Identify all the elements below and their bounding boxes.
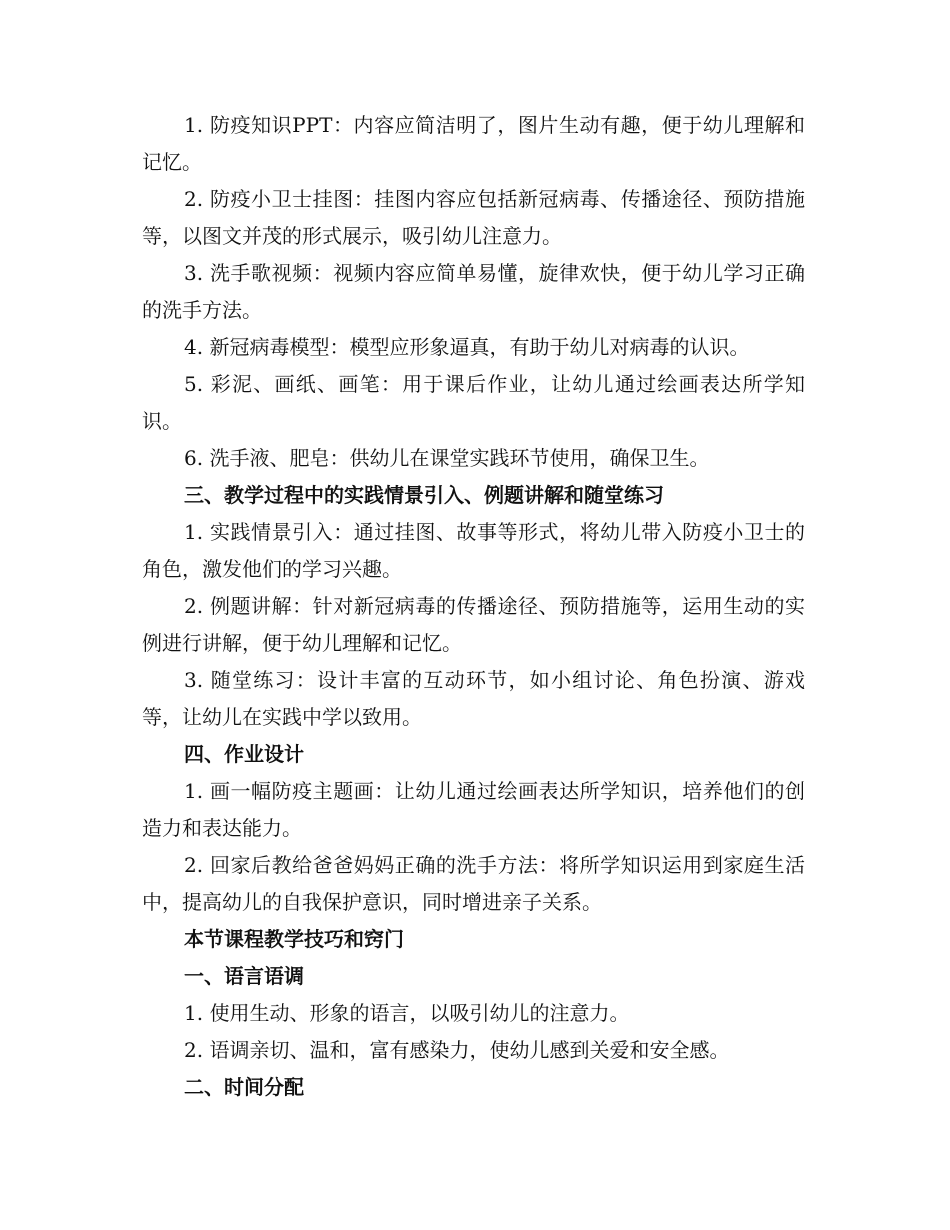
- paragraph-10: 1. 画一幅防疫主题画：让幼儿通过绘画表达所学知识，培养他们的创造力和表达能力。: [142, 779, 805, 840]
- paragraph-8: 2. 例题讲解：针对新冠病毒的传播途径、预防措施等，运用生动的实例进行讲解，便于幼儿理解和记忆。: [142, 594, 805, 655]
- section-heading-language: 一、语言语调: [184, 964, 304, 988]
- paragraph-4: 4. 新冠病毒模型：模型应形象逼真，有助于幼儿对病毒的认识。: [184, 335, 750, 359]
- paragraph-7: 1. 实践情景引入：通过挂图、故事等形式，将幼儿带入防疫小卫士的角色，激发他们的学习兴趣。: [142, 520, 805, 581]
- paragraph-1: 1. 防疫知识PPT：内容应简洁明了，图片生动有趣，便于幼儿理解和记忆。: [142, 113, 805, 174]
- paragraph-11: 2. 回家后教给爸爸妈妈正确的洗手方法：将所学知识运用到家庭生活中，提高幼儿的自我保护意识，同时增进亲子关系。: [142, 853, 805, 914]
- paragraph-13: 2. 语调亲切、温和，富有感染力，使幼儿感到关爱和安全感。: [184, 1038, 730, 1062]
- section-heading-3: 三、教学过程中的实践情景引入、例题讲解和随堂练习: [184, 483, 664, 507]
- paragraph-9: 3. 随堂练习：设计丰富的互动环节，如小组讨论、角色扮演、游戏等，让幼儿在实践中学以致用。: [142, 668, 805, 729]
- section-heading-4: 四、作业设计: [184, 742, 304, 766]
- paragraph-12: 1. 使用生动、形象的语言，以吸引幼儿的注意力。: [184, 1001, 630, 1025]
- section-heading-time: 二、时间分配: [184, 1075, 304, 1099]
- paragraph-5: 5. 彩泥、画纸、画笔：用于课后作业，让幼儿通过绘画表达所学知识。: [142, 372, 805, 433]
- paragraph-3: 3. 洗手歌视频：视频内容应简单易懂，旋律欢快，便于幼儿学习正确的洗手方法。: [142, 261, 805, 322]
- paragraph-6: 6. 洗手液、肥皂：供幼儿在课堂实践环节使用，确保卫生。: [184, 446, 710, 470]
- section-heading-tips: 本节课程教学技巧和窍门: [184, 927, 404, 951]
- paragraph-2: 2. 防疫小卫士挂图：挂图内容应包括新冠病毒、传播途径、预防措施等，以图文并茂的形式展示，吸引幼儿注意力。: [142, 187, 805, 248]
